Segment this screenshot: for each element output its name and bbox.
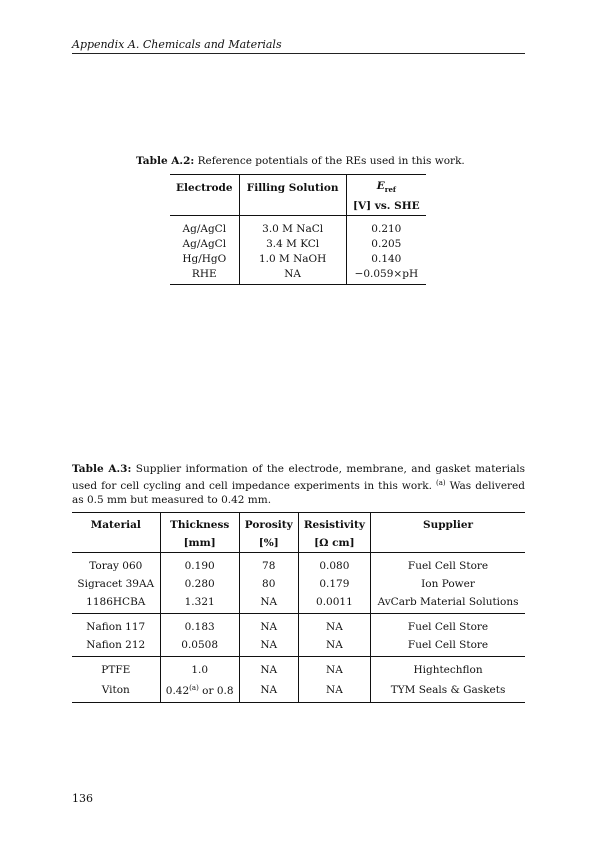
table-a3-caption (72, 462, 525, 507)
col-header-material: Material (72, 513, 160, 535)
cell-filling: 1.0 M NaOH (239, 252, 346, 267)
cell-thickness: 0.280 (160, 575, 239, 593)
cell-filling: 3.0 M NaCl (239, 216, 346, 238)
col-header-supplier-blank (371, 534, 525, 553)
cell-eref: 0.205 (371, 238, 402, 251)
cell-material: Nafion 212 (72, 636, 160, 657)
table-row (170, 267, 426, 285)
cell-porosity: NA (239, 657, 298, 680)
cell-porosity: NA (239, 636, 298, 657)
cell-electrode: RHE (170, 267, 239, 285)
table-row (170, 252, 426, 267)
cell-thickness: 0.190 (160, 553, 239, 576)
cell-resistivity: NA (298, 614, 370, 637)
cell-supplier: Fuel Cell Store (407, 621, 489, 633)
col-header-filling-blank (239, 198, 346, 216)
running-header: Appendix A. Chemicals and Materials (72, 38, 525, 54)
cell-supplier: Fuel Cell Store (407, 560, 489, 572)
cell-thickness: 0.42$^{(a)}$ or 0.8 (160, 679, 239, 703)
table-a2-caption-label: Table A.2: (136, 155, 195, 167)
col-header-thickness-unit: [mm] (160, 534, 239, 553)
cell-material: Sigracet 39AA (72, 575, 160, 593)
col-header-resistivity-unit: [Ω cm] (298, 534, 370, 553)
cell-material: Viton (72, 679, 160, 703)
col-header-thickness: Thickness (160, 513, 239, 535)
cell-supplier: AvCarb Material Solutions (377, 596, 519, 608)
cell-eref: 0.210 (371, 223, 402, 236)
cell-supplier: Ion Power (421, 578, 475, 590)
cell-porosity: 78 (239, 553, 298, 576)
table-row (72, 593, 525, 614)
cell-resistivity: 0.080 (298, 553, 370, 576)
cell-filling: 3.4 M KCl (239, 237, 346, 252)
table-row (72, 553, 525, 576)
cell-eref: −0.059×pH (354, 268, 419, 281)
cell-electrode: Ag/AgCl (170, 216, 239, 238)
page-number: 136 (72, 792, 93, 805)
col-header-filling-solution: Filling Solution (239, 175, 346, 199)
cell-resistivity: NA (298, 679, 370, 703)
cell-material: Toray 060 (72, 553, 160, 576)
table-row (72, 679, 525, 703)
cell-porosity: 80 (239, 575, 298, 593)
cell-resistivity: NA (298, 636, 370, 657)
cell-resistivity: 0.0011 (298, 593, 370, 614)
cell-electrode: Hg/HgO (170, 252, 239, 267)
cell-material: 1186HCBA (72, 593, 160, 614)
table-row (170, 216, 426, 238)
table-row (72, 614, 525, 637)
cell-electrode: Ag/AgCl (170, 237, 239, 252)
table-a3-caption-label: Table A.3: (72, 463, 132, 475)
cell-thickness: 1.0 (160, 657, 239, 680)
table-row (72, 575, 525, 593)
cell-porosity: NA (239, 614, 298, 637)
table-row (72, 657, 525, 680)
table-a3 (72, 512, 525, 703)
cell-resistivity: 0.179 (298, 575, 370, 593)
col-header-eref-units: [V] vs. SHE (353, 200, 420, 213)
cell-thickness: 0.183 (160, 614, 239, 637)
cell-supplier: Fuel Cell Store (407, 639, 489, 651)
table-a2 (170, 174, 426, 285)
table-a3-caption-text: Supplier information of the electrode, membrane, and gasket materials used for cell cycling and cell impedance experiments in this work. (72, 463, 526, 492)
table-a3-caption-note: Was delivered as 0.5 mm but measured to 0.42 mm. (72, 480, 525, 506)
cell-eref: 0.140 (371, 253, 402, 266)
col-header-electrode: Electrode (170, 175, 239, 199)
col-header-eref: $E_{ref}$ (376, 180, 396, 195)
cell-porosity: NA (239, 679, 298, 703)
footnote-mark: (a) (435, 479, 446, 487)
cell-porosity: NA (239, 593, 298, 614)
col-header-supplier: Supplier (423, 519, 474, 531)
col-header-resistivity: Resistivity (298, 513, 370, 535)
table-row (170, 237, 426, 252)
cell-supplier: TYM Seals & Gaskets (390, 683, 506, 696)
cell-material: Nafion 117 (72, 614, 160, 637)
footnote-mark: (a) (189, 684, 199, 692)
col-header-electrode-blank (170, 198, 239, 216)
cell-thickness: 0.0508 (160, 636, 239, 657)
col-header-material-blank (72, 534, 160, 553)
col-header-porosity-unit: [%] (239, 534, 298, 553)
cell-supplier: Hightechflon (413, 664, 483, 676)
cell-material: PTFE (72, 657, 160, 680)
table-a2-caption (136, 154, 476, 168)
table-a2-caption-text: Reference potentials of the REs used in this work. (194, 155, 465, 167)
cell-filling: NA (239, 267, 346, 285)
cell-resistivity: NA (298, 657, 370, 680)
cell-thickness: 1.321 (160, 593, 239, 614)
table-row (72, 636, 525, 657)
col-header-porosity: Porosity (239, 513, 298, 535)
